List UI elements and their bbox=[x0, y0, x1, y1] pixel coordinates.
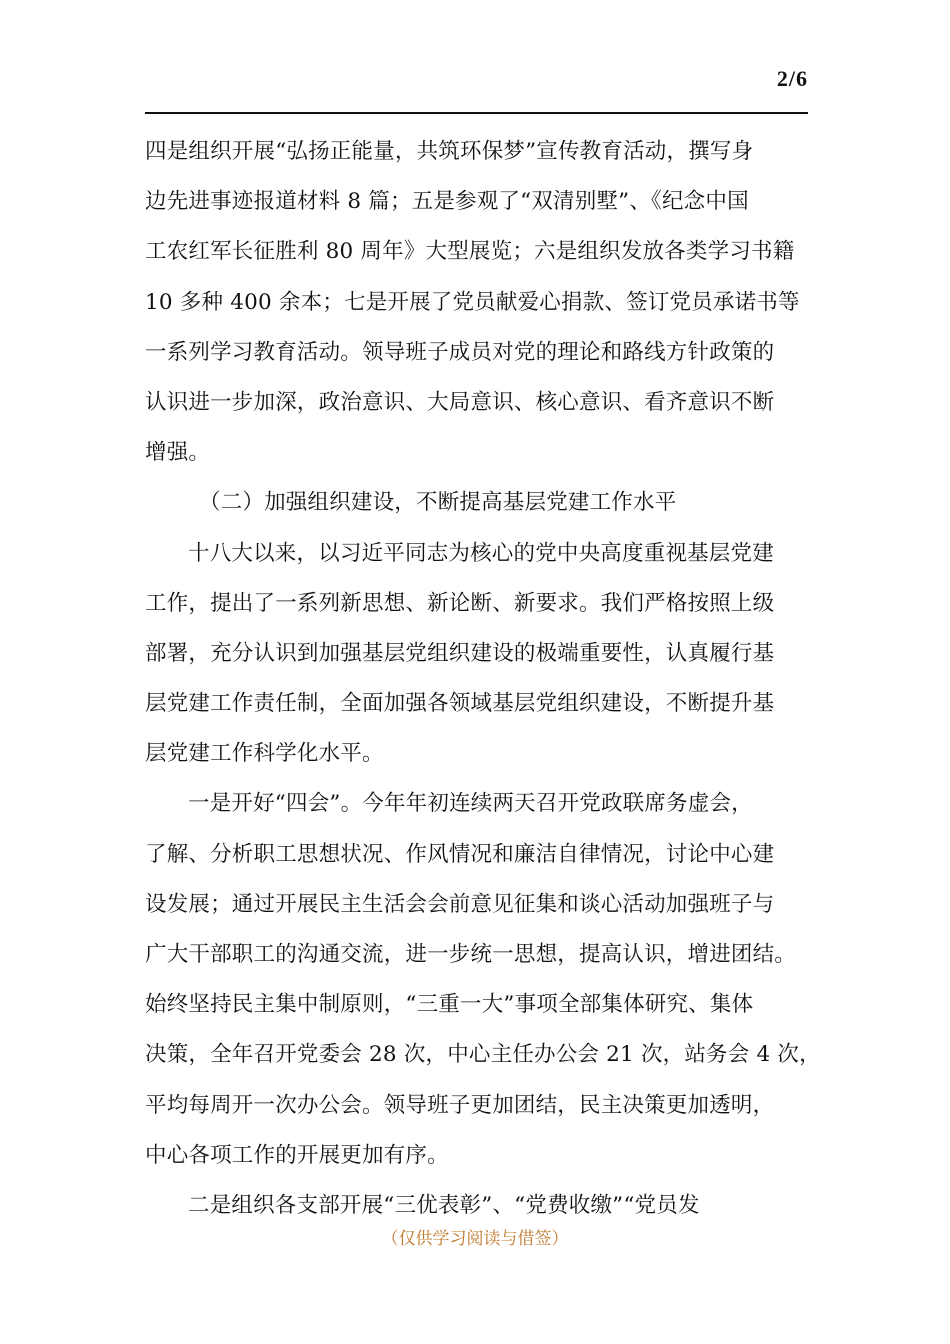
text-line: 10 多种 400 余本；七是开展了党员献爱心捐款、签订党员承诺书等 bbox=[145, 289, 800, 315]
document-body bbox=[145, 127, 821, 1231]
text-line: 四是组织开展“弘扬正能量，共筑环保梦”宣传教育活动，撰写身 bbox=[145, 139, 754, 164]
text-line: 一是开好“四会”。今年年初连续两天召开党政联席务虚会， bbox=[188, 791, 753, 817]
text-line: 二是组织各支部开展“三优表彰”、“党费收缴”“党员发 bbox=[188, 1192, 700, 1218]
footer-note: （仅供学习阅读与借签） bbox=[381, 1229, 569, 1249]
text-line: 中心各项工作的开展更加有序。 bbox=[145, 1142, 449, 1168]
text-line: 部署，充分认识到加强基层党组织建设的极端重要性，认真履行基 bbox=[145, 640, 775, 666]
text-line: 设发展；通过开展民主生活会会前意见征集和谈心活动加强班子与 bbox=[145, 891, 775, 917]
text-line: 层党建工作科学化水平。 bbox=[145, 741, 384, 767]
text-line: 边先进事迹报道材料 8 篇；五是参观了“双清别墅”、《纪念中国 bbox=[145, 189, 749, 215]
text-line: 广大干部职工的沟通交流，进一步统一思想，提高认识，增进团结。 bbox=[145, 942, 797, 967]
text-line: 层党建工作责任制，全面加强各领域基层党组织建设，不断提升基 bbox=[145, 691, 775, 717]
text-line: 平均每周开一次办公会。领导班子更加团结，民主决策更加透明， bbox=[145, 1092, 775, 1118]
text-line: 十八大以来，以习近平同志为核心的党中央高度重视基层党建 bbox=[188, 540, 774, 566]
header-divider bbox=[145, 112, 808, 114]
text-line: 工作，提出了一系列新思想、新论断、新要求。我们严格按照上级 bbox=[145, 590, 775, 616]
text-line: 增强。 bbox=[145, 440, 211, 466]
text-line: 始终坚持民主集中制原则，“三重一大”事项全部集体研究、集体 bbox=[145, 992, 754, 1018]
page-number: 2/6 bbox=[776, 66, 808, 91]
text-line: 决策，全年召开党委会 28 次，中心主任办公会 21 次，站务会 4 次， bbox=[145, 1042, 821, 1068]
text-line: 一系列学习教育活动。领导班子成员对党的理论和路线方针政策的 bbox=[145, 339, 775, 365]
text-line: 认识进一步加深，政治意识、大局意识、核心意识、看齐意识不断 bbox=[145, 389, 775, 415]
text-line: 工农红军长征胜利 80 周年》大型展览；六是组织发放各类学习书籍 bbox=[145, 239, 795, 265]
section-heading: （二）加强组织建设，不断提高基层党建工作水平 bbox=[199, 490, 677, 516]
text-line: 了解、分析职工思想状况、作风情况和廉洁自律情况，讨论中心建 bbox=[145, 841, 775, 867]
